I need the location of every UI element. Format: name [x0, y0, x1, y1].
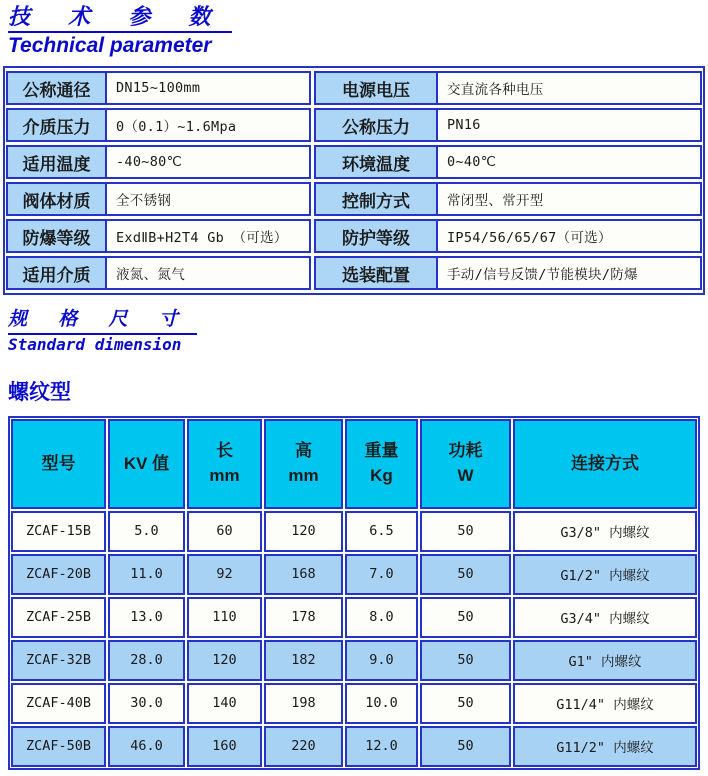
header-line: 高 — [295, 441, 312, 461]
cell-power: 50 — [420, 597, 511, 638]
cell-power: 50 — [420, 640, 511, 681]
param-label: 环境温度 — [316, 147, 438, 177]
cell-connection: G1/2" 内螺纹 — [513, 554, 697, 595]
technical-parameter-title-en: Technical parameter — [8, 34, 212, 58]
dimension-table-header — [11, 419, 697, 509]
table-row — [6, 145, 702, 179]
param-value: 0（0.1）~1.6Mpa — [116, 119, 237, 136]
cell-model: ZCAF-40B — [11, 683, 106, 724]
cell-kv: 46.0 — [108, 726, 185, 767]
header-cell-connection — [513, 419, 697, 509]
cell-weight: 8.0 — [345, 597, 418, 638]
cell-height: 198 — [264, 683, 343, 724]
technical-parameter-table — [3, 66, 705, 295]
param-value: 0~40℃ — [447, 154, 497, 171]
cell-height: 178 — [264, 597, 343, 638]
cell-weight: 7.0 — [345, 554, 418, 595]
table-row — [11, 726, 697, 767]
param-label: 控制方式 — [316, 184, 438, 214]
cell-power: 50 — [420, 554, 511, 595]
row-right-pair — [314, 108, 702, 142]
cell-model: ZCAF-32B — [11, 640, 106, 681]
cell-model: ZCAF-25B — [11, 597, 106, 638]
param-label: 公称压力 — [316, 110, 438, 140]
param-label: 适用介质 — [8, 258, 107, 288]
cell-length: 60 — [187, 511, 262, 552]
cell-connection: G1" 内螺纹 — [513, 640, 697, 681]
cell-height: 220 — [264, 726, 343, 767]
param-value: 交直流各种电压 — [447, 82, 544, 99]
param-value: ExdⅡB+H2T4 Gb （可选） — [116, 230, 288, 247]
cell-weight: 10.0 — [345, 683, 418, 724]
header-cell-height — [264, 419, 343, 509]
row-left-pair — [6, 108, 311, 142]
cell-weight: 12.0 — [345, 726, 418, 767]
row-right-pair — [314, 145, 702, 179]
cell-length: 160 — [187, 726, 262, 767]
header-cell-power — [420, 419, 511, 509]
cell-connection: G11/4" 内螺纹 — [513, 683, 697, 724]
cell-length: 92 — [187, 554, 262, 595]
header-unit: W — [457, 465, 474, 485]
header-line: 长 — [216, 441, 233, 461]
cell-length: 120 — [187, 640, 262, 681]
param-value: 手动/信号反馈/节能模块/防爆 — [447, 267, 638, 284]
cell-model: ZCAF-15B — [11, 511, 106, 552]
table-row — [6, 256, 702, 290]
row-right-pair — [314, 71, 702, 105]
section-standard-dimension-heading — [8, 309, 708, 353]
cell-kv: 28.0 — [108, 640, 185, 681]
cell-weight: 6.5 — [345, 511, 418, 552]
cell-kv: 5.0 — [108, 511, 185, 552]
param-label: 防爆等级 — [8, 221, 107, 251]
standard-dimension-title-en: Standard dimension — [8, 335, 182, 355]
cell-weight: 9.0 — [345, 640, 418, 681]
param-value: 常闭型、常开型 — [447, 193, 544, 210]
cell-power: 50 — [420, 511, 511, 552]
row-left-pair — [6, 145, 311, 179]
row-right-pair — [314, 219, 702, 253]
table-row — [11, 683, 697, 724]
param-label: 适用温度 — [8, 147, 107, 177]
section-technical-parameter-heading — [8, 4, 708, 57]
table-row — [11, 554, 697, 595]
header-unit: mm — [209, 465, 240, 485]
table-row — [11, 597, 697, 638]
param-value: 全不锈钢 — [116, 193, 172, 210]
table-row — [6, 219, 702, 253]
row-left-pair — [6, 71, 311, 105]
cell-kv: 30.0 — [108, 683, 185, 724]
table-row — [11, 640, 697, 681]
cell-connection: G3/4" 内螺纹 — [513, 597, 697, 638]
cell-height: 182 — [264, 640, 343, 681]
header-line: 功耗 — [448, 441, 483, 461]
cell-connection: G3/8" 内螺纹 — [513, 511, 697, 552]
cell-height: 168 — [264, 554, 343, 595]
param-value: -40~80℃ — [116, 154, 183, 171]
param-label: 电源电压 — [316, 73, 438, 103]
row-right-pair — [314, 182, 702, 216]
row-right-pair — [314, 256, 702, 290]
param-value: 液氮、氮气 — [116, 267, 185, 284]
table-row — [11, 511, 697, 552]
header-cell-length — [187, 419, 262, 509]
cell-model: ZCAF-50B — [11, 726, 106, 767]
param-value: DN15~100mm — [116, 80, 201, 97]
table-row — [6, 108, 702, 142]
row-left-pair — [6, 182, 311, 216]
dimension-table — [8, 416, 700, 770]
cell-length: 140 — [187, 683, 262, 724]
header-cell-weight — [345, 419, 418, 509]
header-cell-model — [11, 419, 106, 509]
param-value: PN16 — [447, 117, 481, 134]
header-unit: Kg — [370, 465, 393, 485]
cell-model: ZCAF-20B — [11, 554, 106, 595]
param-label: 介质压力 — [8, 110, 107, 140]
standard-dimension-title-cn: 规 格 尺 寸 — [8, 309, 197, 335]
header-cell-kv — [108, 419, 185, 509]
cell-power: 50 — [420, 726, 511, 767]
param-label: 阀体材质 — [8, 184, 107, 214]
param-value: IP54/56/65/67（可选） — [447, 230, 612, 247]
header-line: 重量 — [364, 441, 399, 461]
cell-kv: 13.0 — [108, 597, 185, 638]
cell-kv: 11.0 — [108, 554, 185, 595]
param-label: 防护等级 — [316, 221, 438, 251]
cell-connection: G11/2" 内螺纹 — [513, 726, 697, 767]
param-label: 选装配置 — [316, 258, 438, 288]
header-line: KV 值 — [123, 453, 170, 473]
table-row — [6, 71, 702, 105]
table-row — [6, 182, 702, 216]
cell-length: 110 — [187, 597, 262, 638]
cell-power: 50 — [420, 683, 511, 724]
threaded-type-subtitle: 螺纹型 — [8, 380, 71, 404]
param-label: 公称通径 — [8, 73, 107, 103]
cell-height: 120 — [264, 511, 343, 552]
technical-parameter-title-cn: 技 术 参 数 — [8, 4, 232, 33]
header-unit: mm — [288, 465, 319, 485]
header-line: 型号 — [41, 453, 76, 473]
header-line: 连接方式 — [571, 453, 639, 473]
row-left-pair — [6, 219, 311, 253]
row-left-pair — [6, 256, 311, 290]
